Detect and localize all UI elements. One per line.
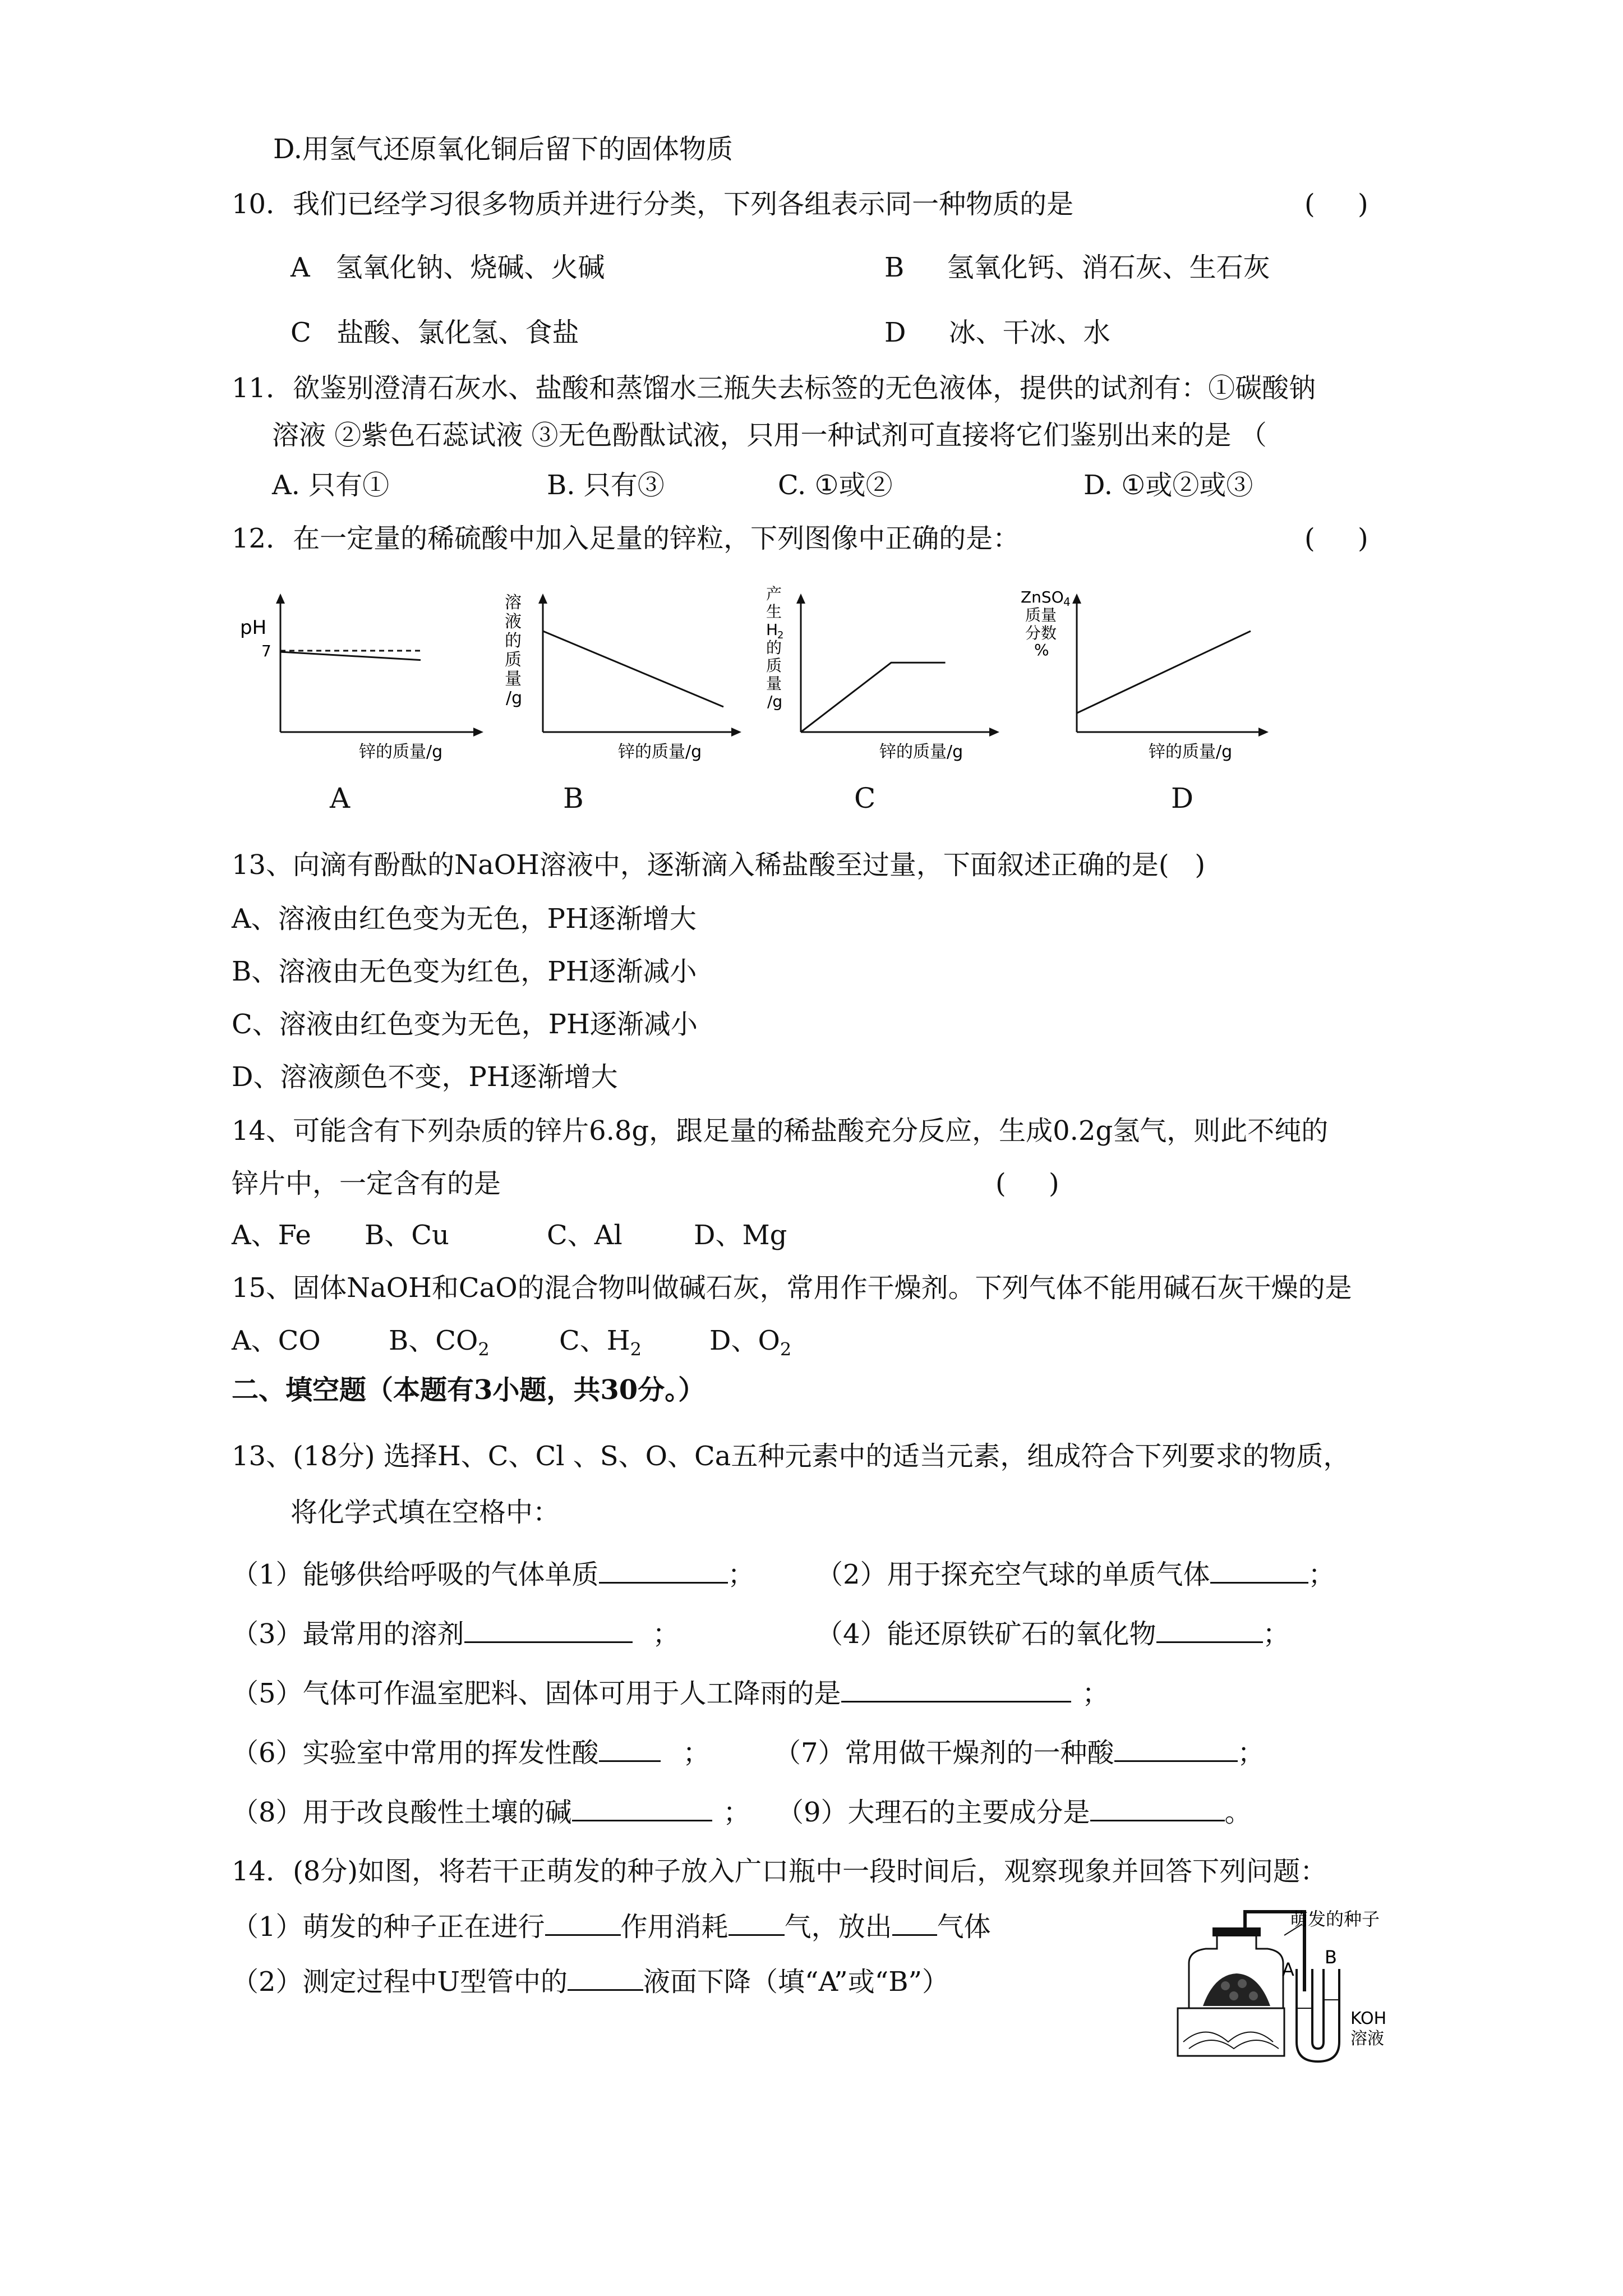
svg-text:量: 量	[766, 674, 782, 693]
q14b-item-1: （1）萌发的种子正在进行 作用消耗 气，放出 气体	[232, 1910, 991, 1944]
figure-label-b: B	[1325, 1947, 1337, 1968]
figure-solution-label: 溶液	[1350, 2029, 1384, 2049]
q15-option-d: D、$O_2$	[709, 1325, 792, 1360]
q15-option-a: A、CO	[232, 1325, 321, 1356]
svg-text:液: 液	[505, 612, 522, 632]
chart-c-axes	[796, 593, 999, 737]
q14a-option-b: B、Cu	[365, 1220, 449, 1251]
q14a-option-a: A、Fe	[232, 1220, 311, 1251]
q11-option-d: D. ①或②或③	[1083, 470, 1253, 501]
q13b-blank-9[interactable]	[1090, 1795, 1225, 1821]
q13b-stem-line2: 将化学式填在空格中：	[291, 1497, 560, 1528]
q13a-option-c: C、溶液由红色变为无色，PH逐渐减小	[232, 1009, 698, 1040]
q15-stem: 15、固体NaOH和CaO的混合物叫做碱石灰，常用作干燥剂。下列气体不能用碱石灰干燥的是	[232, 1272, 1352, 1304]
stand-base	[1178, 2008, 1284, 2056]
q12-answer-paren: ( )	[1304, 523, 1368, 554]
q10-answer-paren: ( )	[1304, 188, 1368, 220]
chart-a-ytick-7: 7	[261, 642, 271, 660]
q13b-blank-4[interactable]	[1156, 1617, 1263, 1643]
q14b-blank-4[interactable]	[568, 1964, 643, 1991]
chart-a-axes	[276, 593, 483, 737]
q12-stem: 12．在一定量的稀硫酸中加入足量的锌粒，下列图像中正确的是：	[232, 523, 1020, 554]
svg-text:质: 质	[766, 656, 782, 675]
chart-c-label: C	[854, 782, 876, 815]
q13b-blank-6[interactable]	[599, 1736, 661, 1762]
q14b-blank-3[interactable]	[892, 1910, 937, 1936]
svg-text:H: H	[766, 620, 778, 639]
figure-koh-label: KOH	[1350, 2009, 1387, 2028]
svg-text:2: 2	[777, 629, 784, 641]
q13b-stem-line1: 13、(18分) 选择H、C、Cl 、S、O、Ca五种元素中的适当元素，组成符合下列要求的物质，	[232, 1441, 1350, 1472]
q13a-option-b: B、溶液由无色变为红色，PH逐渐减小	[232, 956, 697, 987]
chart-a-label: A	[330, 782, 351, 815]
chart-a-xlabel: 锌的质量/g	[359, 742, 443, 762]
q13b-item-7: （7）常用做干燥剂的一种酸 ；	[774, 1736, 1265, 1770]
q15-option-b: B、$CO_2$	[389, 1325, 490, 1360]
chart-d	[1009, 583, 1279, 763]
q13b-blank-5[interactable]	[841, 1676, 1071, 1703]
q14b-item-2: （2）测定过程中U型管中的 液面下降（填“A”或“B”）	[232, 1964, 949, 1999]
q13b-item-4: （4）能还原铁矿石的氧化物 ；	[816, 1617, 1290, 1651]
q13b-item-2: （2）用于探充空气球的单质气体 ；	[816, 1557, 1335, 1591]
chart-b-series-line	[543, 631, 723, 707]
q10-option-a: A 氢氧化钠、烧碱、火碱	[291, 252, 605, 283]
chart-a	[236, 583, 494, 763]
svg-text:4: 4	[1063, 595, 1071, 609]
q11-stem-line2: 溶液 ②紫色石蕊试液 ③无色酚酞试液，只用一种试剂可直接将它们鉴别出来的是 （	[272, 420, 1267, 451]
figure-seed-label: 萌发的种子	[1290, 1908, 1380, 1930]
svg-text:质量: 质量	[1025, 606, 1057, 624]
q13b-blank-7[interactable]	[1114, 1736, 1238, 1762]
chart-d-label: D	[1171, 782, 1194, 815]
svg-text:分数: 分数	[1025, 624, 1057, 642]
svg-text:的: 的	[505, 631, 522, 651]
q13b-blank-8[interactable]	[572, 1795, 712, 1821]
q9-option-d: D.用氢气还原氧化铜后留下的固体物质	[273, 134, 734, 165]
q11-stem-line1: 11．欲鉴别澄清石灰水、盐酸和蒸馏水三瓶失去标签的无色液体，提供的试剂有：①碳酸钠	[232, 372, 1316, 404]
figure-label-a: A	[1282, 1959, 1294, 1980]
svg-text:/g: /g	[506, 688, 523, 708]
q10-option-d: D 冰、干冰、水	[884, 317, 1110, 348]
chart-d-axes	[1072, 593, 1269, 737]
svg-text:的: 的	[766, 638, 782, 657]
q13b-item-8: （8）用于改良酸性土壤的碱 ；	[232, 1795, 750, 1829]
q11-option-b: B. 只有③	[547, 470, 665, 501]
q14a-option-c: C、Al	[547, 1220, 623, 1251]
q13b-item-5: （5）气体可作温室肥料、固体可用于人工降雨的是 ；	[232, 1676, 1109, 1710]
chart-d-ylabel	[1021, 588, 1071, 659]
chart-c-ylabel	[766, 585, 783, 711]
chart-a-ylabel: pH	[240, 616, 267, 639]
chart-b-label: B	[563, 782, 584, 815]
q13a-option-d: D、溶液颜色不变，PH逐渐增大	[232, 1061, 618, 1093]
q13b-item-3: （3）最常用的溶剂 ；	[232, 1617, 680, 1651]
q13b-blank-1[interactable]	[599, 1557, 728, 1584]
q14a-answer-paren: ( )	[995, 1168, 1059, 1199]
chart-c-xlabel: 锌的质量/g	[879, 742, 963, 762]
svg-text:产: 产	[766, 585, 782, 603]
chart-c-series-line	[801, 662, 946, 732]
q13a-stem: 13、向滴有酚酞的NaOH溶液中，逐渐滴入稀盐酸至过量，下面叙述正确的是( )	[232, 849, 1206, 881]
chart-a-series-line	[280, 652, 421, 660]
jar-stopper	[1212, 1927, 1261, 1936]
q13b-blank-3[interactable]	[464, 1617, 633, 1643]
q13b-item-1: （1）能够供给呼吸的气体单质 ；	[232, 1557, 755, 1591]
q11-option-a: A. 只有①	[272, 470, 390, 501]
q14a-stem-line2: 锌片中，一定含有的是	[232, 1168, 501, 1199]
q10-option-b: B 氢氧化钙、消石灰、生石灰	[884, 252, 1270, 283]
q14b-blank-2[interactable]	[728, 1910, 785, 1936]
chart-d-series-line	[1077, 631, 1251, 713]
q10-stem: 10．我们已经学习很多物质并进行分类，下列各组表示同一种物质的是	[232, 188, 1074, 220]
svg-text:溶: 溶	[505, 593, 522, 613]
chart-b	[494, 583, 751, 763]
svg-text:ZnSO: ZnSO	[1021, 588, 1064, 606]
q11-option-c: C. ①或②	[778, 470, 893, 501]
section-2-heading: 二、填空题（本题有3小题，共30分。）	[232, 1374, 706, 1406]
svg-text:量: 量	[505, 669, 522, 689]
chart-b-ylabel	[505, 593, 522, 708]
q13a-option-a: A、溶液由红色变为无色，PH逐渐增大	[232, 903, 697, 935]
chart-b-xlabel: 锌的质量/g	[618, 742, 702, 762]
svg-text:生: 生	[766, 602, 782, 621]
q13b-item-6: （6）实验室中常用的挥发性酸 ；	[232, 1736, 710, 1770]
svg-text:/g: /g	[767, 692, 783, 711]
q14b-blank-1[interactable]	[545, 1910, 621, 1936]
chart-d-xlabel: 锌的质量/g	[1149, 742, 1233, 762]
svg-text:%: %	[1034, 641, 1049, 659]
q15-option-c: C、$H_2$	[559, 1325, 642, 1360]
q10-option-c: C 盐酸、氯化氢、食盐	[291, 317, 579, 348]
q13b-blank-2[interactable]	[1210, 1557, 1308, 1584]
svg-text:质: 质	[505, 650, 522, 670]
germination-apparatus-figure	[1172, 1902, 1419, 2078]
q13b-item-9: （9）大理石的主要成分是 。	[777, 1795, 1252, 1829]
q14a-option-d: D、Mg	[694, 1220, 787, 1251]
chart-c	[751, 583, 1009, 763]
chart-b-axes	[538, 593, 741, 737]
q14b-stem: 14．(8分)如图，将若干正萌发的种子放入广口瓶中一段时间后，观察现象并回答下列问题：	[232, 1856, 1327, 1887]
q14a-stem-line1: 14、可能含有下列杂质的锌片6.8g，跟足量的稀盐酸充分反应，生成0.2g氢气，则此不纯的	[232, 1115, 1329, 1147]
